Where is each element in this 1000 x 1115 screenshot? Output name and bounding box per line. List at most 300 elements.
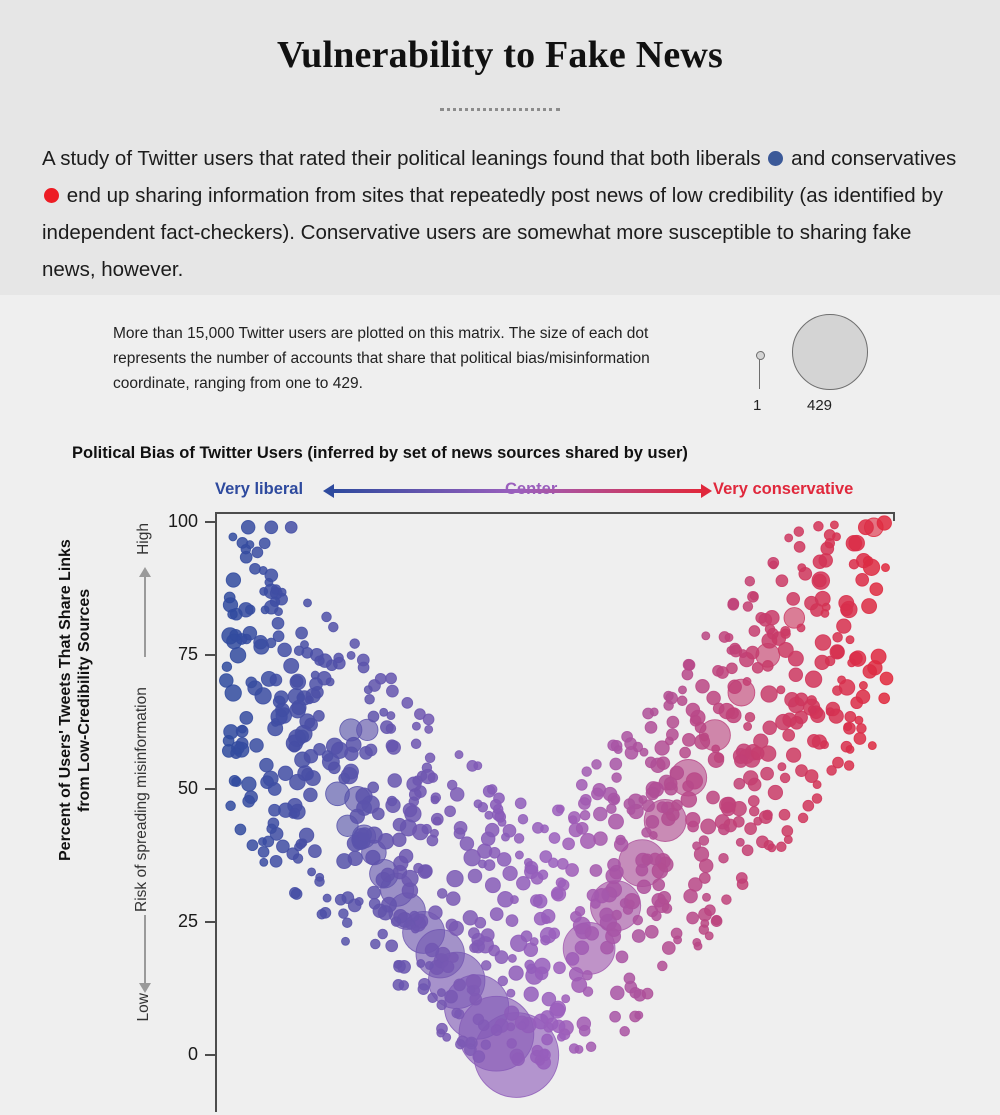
scatter-point xyxy=(662,904,672,914)
scatter-point xyxy=(240,712,253,725)
scatter-point xyxy=(557,1033,565,1041)
scatter-point xyxy=(882,564,890,572)
scatter-point xyxy=(748,778,761,791)
scatter-point xyxy=(756,613,767,624)
scatter-point xyxy=(470,943,480,953)
scatter-point xyxy=(517,877,531,891)
scatter-point xyxy=(622,731,633,742)
y-axis-upper-line xyxy=(144,577,146,657)
scatter-point xyxy=(754,817,762,825)
scatter-point xyxy=(296,627,308,639)
scatter-point xyxy=(355,898,363,906)
decorative-rule xyxy=(440,100,560,111)
scatter-point xyxy=(386,673,397,684)
scatter-point xyxy=(701,819,716,834)
scatter-point xyxy=(549,858,559,868)
scatter-point xyxy=(232,777,242,787)
scatter-point xyxy=(272,617,284,629)
scatter-point xyxy=(849,535,865,551)
scatter-point xyxy=(296,730,309,743)
scatter-point xyxy=(746,646,759,659)
legend-max-circle xyxy=(792,314,868,390)
scatter-point xyxy=(507,1023,515,1031)
scatter-point xyxy=(542,916,550,924)
scatter-point xyxy=(443,1033,451,1041)
scatter-point xyxy=(455,751,463,759)
scatter-point xyxy=(460,837,474,851)
scatter-point xyxy=(762,661,773,672)
scatter-point xyxy=(399,849,413,863)
scatter-point xyxy=(798,564,806,572)
scatter-point xyxy=(646,816,659,829)
scatter-point xyxy=(474,762,482,770)
scatter-point xyxy=(713,703,724,714)
scatter-point xyxy=(375,673,386,684)
scatter-point xyxy=(645,925,658,938)
scatter-point xyxy=(552,889,563,900)
scatter-point xyxy=(684,660,695,671)
scatter-point xyxy=(226,801,236,811)
scatter-point xyxy=(682,669,693,680)
scatter-point xyxy=(581,834,596,849)
scatter-point xyxy=(326,678,334,686)
scatter-point xyxy=(485,878,500,893)
scatter-point xyxy=(411,739,421,749)
scatter-point xyxy=(299,839,307,847)
scatter-point xyxy=(870,583,883,596)
scatter-point xyxy=(814,522,824,532)
scatter-point xyxy=(556,805,564,813)
scatter-point xyxy=(261,606,269,614)
scatter-point xyxy=(541,825,549,833)
scatter-point xyxy=(761,767,774,780)
scatter-point xyxy=(580,811,590,821)
scatter-point xyxy=(491,1025,502,1036)
scatter-point xyxy=(368,886,381,899)
scatter-point xyxy=(335,894,346,905)
scatter-point xyxy=(544,1023,554,1033)
deck-part-3: end up sharing information from sites that repeatedly post news of low credibility (as identified by independent fact-checkers). Conservative users are somewhat more susceptible to sharing fake news, however. xyxy=(42,184,943,281)
scatter-point xyxy=(658,961,668,971)
scatter-point xyxy=(679,686,687,694)
scatter-point xyxy=(693,938,701,946)
scatter-point xyxy=(677,696,687,706)
scatter-point xyxy=(270,674,282,686)
scatter-point xyxy=(586,1042,596,1052)
scatter-point xyxy=(229,533,237,541)
scatter-point xyxy=(393,865,407,879)
scatter-point xyxy=(790,716,803,729)
scatter-point xyxy=(308,868,316,876)
scatter-point xyxy=(794,542,805,553)
scatter-point xyxy=(863,556,873,566)
scatter-point xyxy=(745,576,755,586)
scatter-point xyxy=(785,534,793,542)
scatter-point xyxy=(388,774,402,788)
x-axis-scale xyxy=(215,480,895,510)
scatter-point xyxy=(387,685,399,697)
scatter-point xyxy=(569,816,577,824)
scatter-point xyxy=(749,626,760,637)
scatter-point xyxy=(600,908,614,922)
scatter-point xyxy=(787,593,800,606)
scatter-point xyxy=(329,622,339,632)
scatter-point xyxy=(808,706,816,714)
scatter-point xyxy=(683,781,694,792)
scatter-point xyxy=(268,783,281,796)
scatter-point xyxy=(827,766,837,776)
scatter-point xyxy=(366,850,380,864)
scatter-point xyxy=(733,816,744,827)
scatter-point xyxy=(812,794,822,804)
scatter-point xyxy=(508,954,516,962)
scatter-point xyxy=(562,995,570,1003)
scatter-plot xyxy=(215,512,895,1112)
scatter-point xyxy=(365,695,375,705)
scatter-point xyxy=(879,693,890,704)
scatter-point xyxy=(437,889,447,899)
scatter-point xyxy=(601,941,614,954)
scatter-point xyxy=(701,733,709,741)
scatter-point xyxy=(417,771,427,781)
scatter-point xyxy=(334,653,344,663)
scatter-point xyxy=(580,794,591,805)
scatter-point xyxy=(719,853,729,863)
scatter-point xyxy=(372,808,384,820)
chart-title: Political Bias of Twitter Users (inferred by set of news sources shared by user) xyxy=(72,444,688,462)
deck-part-1: A study of Twitter users that rated their political leanings found that both liberals xyxy=(42,147,761,170)
x-axis-left-arrow-icon xyxy=(323,484,334,498)
scatter-point xyxy=(507,989,515,997)
deck-text xyxy=(42,140,958,288)
scatter-point xyxy=(754,734,768,748)
scatter-point xyxy=(473,1051,485,1063)
scatter-point xyxy=(365,744,377,756)
y-tick-label: 0 xyxy=(187,1044,198,1064)
scatter-point xyxy=(271,718,279,726)
legend-min-label: 1 xyxy=(753,397,762,414)
scatter-point xyxy=(846,745,854,753)
scatter-point xyxy=(594,832,608,846)
scatter-point xyxy=(510,896,518,904)
scatter-point xyxy=(626,900,634,908)
scatter-point xyxy=(714,753,724,763)
scatter-point xyxy=(431,829,439,837)
scatter-point xyxy=(592,788,604,800)
scatter-point xyxy=(705,932,713,940)
scatter-point xyxy=(490,908,503,921)
scatter-point xyxy=(859,682,867,690)
y-axis-risk-label: Risk of spreading misinformation xyxy=(133,687,150,913)
scatter-point xyxy=(418,984,429,995)
scatter-point xyxy=(862,599,877,614)
scatter-point xyxy=(607,804,617,814)
scatter-point xyxy=(695,722,706,733)
scatter-point xyxy=(649,831,657,839)
scatter-point xyxy=(242,777,256,791)
scatter-point xyxy=(686,703,700,717)
scatter-point xyxy=(399,981,409,991)
scatter-point xyxy=(576,822,588,834)
scatter-point xyxy=(386,724,396,734)
scatter-point xyxy=(763,810,773,820)
scatter-point xyxy=(514,834,524,844)
scatter-point xyxy=(506,915,518,927)
scatter-point xyxy=(743,602,753,612)
scatter-point xyxy=(796,765,808,777)
scatter-point xyxy=(454,828,465,839)
scatter-point xyxy=(487,785,497,795)
y-tick-label: 25 xyxy=(177,910,198,931)
scatter-point xyxy=(833,686,843,696)
scatter-point xyxy=(674,936,682,944)
page-title: Vulnerability to Fake News xyxy=(276,34,724,76)
scatter-point xyxy=(515,851,523,859)
scatter-point xyxy=(290,888,301,899)
scatter-point xyxy=(575,941,589,955)
scatter-point xyxy=(481,1040,491,1050)
scatter-point xyxy=(498,976,508,986)
scatter-point xyxy=(688,821,699,832)
scatter-point xyxy=(243,795,255,807)
scatter-point xyxy=(452,1008,462,1018)
scatter-point xyxy=(431,796,439,804)
scatter-point xyxy=(265,521,278,534)
scatter-point xyxy=(721,802,735,816)
scatter-point xyxy=(414,863,424,873)
scatter-point xyxy=(289,741,300,752)
scatter-point xyxy=(493,804,503,814)
scatter-point xyxy=(672,800,683,811)
scatter-point xyxy=(224,592,235,603)
scatter-point xyxy=(447,892,461,906)
scatter-point xyxy=(498,818,506,826)
scatter-point xyxy=(301,641,309,649)
scatter-point xyxy=(347,651,355,659)
scatter-point xyxy=(228,609,238,619)
scatter-point xyxy=(575,906,585,916)
scatter-point xyxy=(781,629,791,639)
scatter-point xyxy=(449,953,459,963)
scatter-point xyxy=(831,645,844,658)
scatter-point xyxy=(314,711,325,722)
scatter-point xyxy=(260,587,268,595)
scatter-point xyxy=(394,960,402,968)
scatter-point xyxy=(317,910,327,920)
scatter-point xyxy=(616,951,628,963)
scatter-point xyxy=(269,804,281,816)
scatter-point xyxy=(653,879,665,891)
scatter-point xyxy=(752,662,763,673)
scatter-point xyxy=(728,598,739,609)
scatter-point xyxy=(357,719,378,740)
scatter-point xyxy=(728,680,742,694)
scatter-point xyxy=(768,844,776,852)
scatter-point xyxy=(639,796,647,804)
scatter-point xyxy=(611,986,625,1000)
scatter-point xyxy=(259,838,267,846)
scatter-point xyxy=(428,993,438,1003)
scatter-point xyxy=(844,723,852,731)
scatter-point xyxy=(727,663,738,674)
scatter-point xyxy=(856,573,869,586)
scatter-point xyxy=(763,721,777,735)
scatter-point xyxy=(312,686,324,698)
scatter-point xyxy=(751,747,764,760)
scatter-point xyxy=(358,828,372,842)
scatter-point xyxy=(364,686,372,694)
scatter-point xyxy=(542,992,556,1006)
scatter-point xyxy=(509,966,523,980)
scatter-point xyxy=(745,712,755,722)
scatter-point xyxy=(783,729,795,741)
scatter-point xyxy=(633,915,643,925)
liberal-dot-icon xyxy=(768,151,783,166)
scatter-point xyxy=(722,895,732,905)
scatter-point xyxy=(425,943,439,957)
scatter-point xyxy=(825,539,835,549)
scatter-point xyxy=(748,796,759,807)
scatter-point xyxy=(649,788,659,798)
y-tick-label: 50 xyxy=(177,777,198,798)
scatter-point xyxy=(342,918,352,928)
scatter-point xyxy=(630,987,641,998)
scatter-point xyxy=(696,680,710,694)
scatter-point xyxy=(315,656,325,666)
scatter-point xyxy=(797,624,805,632)
scatter-point xyxy=(456,1039,466,1049)
scatter-point xyxy=(231,748,242,759)
scatter-point xyxy=(402,883,418,899)
scatter-point xyxy=(728,708,739,719)
scatter-point xyxy=(447,870,463,886)
scatter-point xyxy=(535,967,548,980)
scatter-point xyxy=(683,734,696,747)
scatter-point xyxy=(368,782,379,793)
scatter-point xyxy=(275,608,283,616)
scatter-point xyxy=(530,938,538,946)
scatter-point xyxy=(845,711,856,722)
y-tick-label: 100 xyxy=(167,511,198,531)
scatter-point xyxy=(780,773,790,783)
scatter-point xyxy=(813,555,827,569)
scatter-point xyxy=(518,1022,526,1030)
scatter-point xyxy=(259,567,267,575)
scatter-point xyxy=(445,806,456,817)
scatter-point xyxy=(433,817,441,825)
scatter-point xyxy=(259,538,270,549)
scatter-point xyxy=(821,741,829,749)
scatter-point xyxy=(803,800,814,811)
scatter-point xyxy=(742,845,753,856)
scatter-point xyxy=(358,662,369,673)
scatter-point xyxy=(242,634,252,644)
scatter-point xyxy=(846,636,854,644)
scatter-point xyxy=(525,960,535,970)
scatter-point xyxy=(387,796,397,806)
scatter-point xyxy=(429,906,443,920)
scatter-point xyxy=(789,668,803,682)
scatter-point xyxy=(607,922,621,936)
scatter-point xyxy=(620,1027,630,1037)
scatter-point xyxy=(316,873,324,881)
scatter-point xyxy=(610,1011,621,1022)
x-axis-right-arrow-icon xyxy=(701,484,712,498)
scatter-point xyxy=(575,1045,583,1053)
scatter-point xyxy=(258,847,269,858)
scatter-point xyxy=(425,753,435,763)
scatter-point xyxy=(563,838,575,850)
scatter-point xyxy=(425,962,433,970)
scatter-point xyxy=(744,723,752,731)
scatter-point xyxy=(446,919,458,931)
scatter-point xyxy=(687,912,699,924)
scatter-point xyxy=(822,603,830,611)
scatter-point xyxy=(285,521,297,533)
scatter-point xyxy=(284,658,299,673)
scatter-point xyxy=(260,858,268,866)
scatter-point xyxy=(369,898,380,909)
scatter-point xyxy=(736,873,747,884)
scatter-point xyxy=(657,757,670,770)
scatter-point xyxy=(707,791,720,804)
scatter-point xyxy=(868,742,876,750)
scatter-point xyxy=(304,788,318,802)
scatter-point xyxy=(743,678,751,686)
scatter-point xyxy=(612,910,622,920)
scatter-point xyxy=(635,1011,643,1019)
scatter-point xyxy=(380,708,388,716)
x-axis-gradient-bar xyxy=(333,489,701,493)
scatter-point xyxy=(632,930,645,943)
scatter-point xyxy=(278,588,286,596)
scatter-point xyxy=(469,928,480,939)
scatter-point xyxy=(246,677,257,688)
scatter-point xyxy=(642,988,653,999)
scatter-point xyxy=(826,708,834,716)
deck-part-2: and conservatives xyxy=(791,147,957,170)
scatter-point xyxy=(640,748,648,756)
scatter-point xyxy=(585,927,599,941)
scatter-point xyxy=(473,1014,484,1025)
scatter-point xyxy=(795,693,808,706)
scatter-point xyxy=(557,859,568,870)
scatter-point xyxy=(798,813,808,823)
scatter-point xyxy=(608,859,621,872)
scatter-point xyxy=(705,905,716,916)
scatter-point xyxy=(386,940,398,952)
scatter-point xyxy=(250,739,264,753)
scatter-point xyxy=(877,516,891,530)
scatter-point xyxy=(784,836,792,844)
scatter-point xyxy=(368,711,379,722)
scatter-point xyxy=(540,1050,548,1058)
scatter-point xyxy=(813,574,826,587)
scatter-point xyxy=(410,911,420,921)
scatter-point xyxy=(502,833,510,841)
scatter-point xyxy=(833,533,841,541)
conservative-dot-icon xyxy=(44,188,59,203)
scatter-point xyxy=(467,986,475,994)
scatter-point xyxy=(305,696,313,704)
scatter-point xyxy=(339,773,350,784)
scatter-point xyxy=(381,868,395,882)
scatter-point xyxy=(489,945,500,956)
scatter-point xyxy=(848,659,856,667)
scatter-point xyxy=(627,807,635,815)
scatter-point xyxy=(583,987,593,997)
scatter-point xyxy=(664,701,674,711)
